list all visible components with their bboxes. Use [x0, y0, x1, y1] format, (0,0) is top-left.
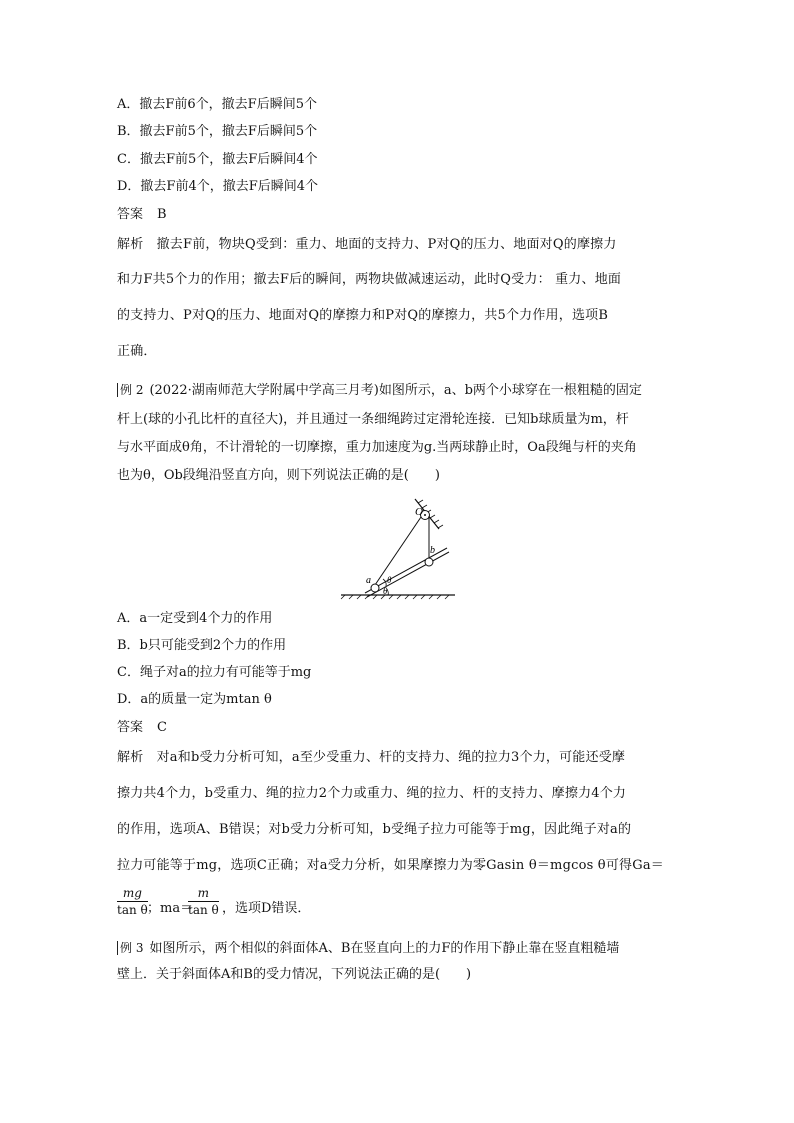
q3-stem-text-1: 如图所示，两个相似的斜面体A、B在竖直向上的力F的作用下静止靠在竖直粗糙墙	[149, 941, 620, 956]
label-b: b	[430, 545, 435, 556]
q2-stem-line-4: 也为θ，Ob段绳沿竖直方向，则下列说法正确的是( )	[117, 468, 440, 483]
label-theta-rod: θ	[383, 586, 388, 596]
example-tag: 例 2	[117, 383, 143, 397]
q1-answer	[117, 206, 167, 224]
q2-stem-text-1: (2022·湖南师范大学附属中学高三月考)如图所示，a、b两个小球穿在一根粗糙的固定	[149, 383, 642, 398]
fraction-numerator: mg	[122, 886, 142, 900]
q2-option-c: C．绳子对a的拉力有可能等于mg	[117, 665, 312, 680]
answer-value: B	[157, 207, 167, 222]
q1-analysis-line-3: 的支持力、P对Q的压力、地面对Q的摩擦力和P对Q的摩擦力，共5个力作用，选项B	[117, 308, 609, 323]
q1-analysis-line-4: 正确．	[117, 344, 157, 359]
fraction-numerator: m	[197, 886, 210, 900]
rod-lower-edge	[367, 552, 449, 597]
q2-option-b: B．b只可能受到2个力的作用	[117, 638, 287, 653]
q2-option-d: D．a的质量一定为mtan θ	[117, 692, 272, 707]
q1-analysis-line-1: 解析 撤去F前，物块Q受到：重力、地面的支持力、P对Q的压力、地面对Q的摩擦力	[117, 237, 617, 252]
fraction-mg-over-tan	[117, 886, 148, 917]
q1-analysis-line-2: 和力F共5个力的作用；撤去F后的瞬间，两物块做减速运动，此时Q受力： 重力、地面	[117, 272, 622, 287]
formula-mid-text: ；ma＝	[147, 901, 194, 916]
formula-tail-text: ，选项D错误．	[222, 901, 311, 916]
q3-stem-line-1	[117, 939, 619, 958]
q1-option-a: A．撤去F前6个，撤去F后瞬间5个	[117, 97, 317, 112]
q2-stem-line-1	[117, 381, 642, 400]
ball-b	[425, 558, 433, 566]
fraction-denominator: tan θ	[117, 903, 148, 917]
q2-stem-line-3: 与水平面成θ角，不计滑轮的一切摩擦，重力加速度为g.当两球静止时，Oa段绳与杆的夹角	[117, 440, 637, 455]
q3-stem-line-2: 壁上．关于斜面体A和B的受力情况，下列说法正确的是( )	[117, 967, 472, 982]
q2-stem-line-2: 杆上(球的小孔比杆的直径大)，并且通过一条细绳跨过定滑轮连接．已知b球质量为m，杆	[117, 412, 629, 427]
pulley-axle	[424, 514, 426, 516]
answer-value: C	[157, 720, 167, 735]
q1-option-d: D．撤去F前4个，撤去F后瞬间4个	[117, 179, 319, 194]
q2-answer	[117, 719, 167, 737]
fraction-m-over-tan	[188, 886, 219, 917]
q2-option-a: A．a一定受到4个力的作用	[117, 611, 273, 626]
q2-analysis-line-3: 的作用，选项A、B错误；对b受力分析可知，b受绳子拉力可能等于mg，因此绳子对a的	[117, 822, 632, 837]
pulley-rod-figure	[335, 495, 465, 605]
fraction-denominator: tan θ	[188, 903, 219, 917]
fraction-bar	[117, 901, 148, 902]
q2-analysis-line-4: 拉力可能等于mg，选项C正确；对a受力分析，如果摩擦力为零Gasin θ＝mgcos θ可得Ga＝	[117, 858, 664, 873]
q1-option-b: B．撤去F前5个，撤去F后瞬间5个	[117, 124, 318, 139]
label-theta-string: θ	[387, 575, 392, 585]
ball-a	[371, 584, 379, 592]
q2-analysis-line-1: 解析 对a和b受力分析可知，a至少受重力、杆的支持力、绳的拉力3个力，可能还受摩	[117, 750, 626, 765]
q2-analysis-line-2: 擦力共4个力，b受重力、绳的拉力2个力或重力、绳的拉力、杆的支持力、摩擦力4个力	[117, 786, 627, 801]
label-o: O	[415, 506, 423, 518]
label-a: a	[366, 575, 371, 586]
q1-option-c: C．撤去F前5个，撤去F后瞬间4个	[117, 152, 318, 167]
fraction-bar	[188, 901, 219, 902]
answer-label: 答案	[117, 720, 144, 735]
answer-label: 答案	[117, 207, 144, 222]
example-tag: 例 3	[117, 941, 143, 955]
